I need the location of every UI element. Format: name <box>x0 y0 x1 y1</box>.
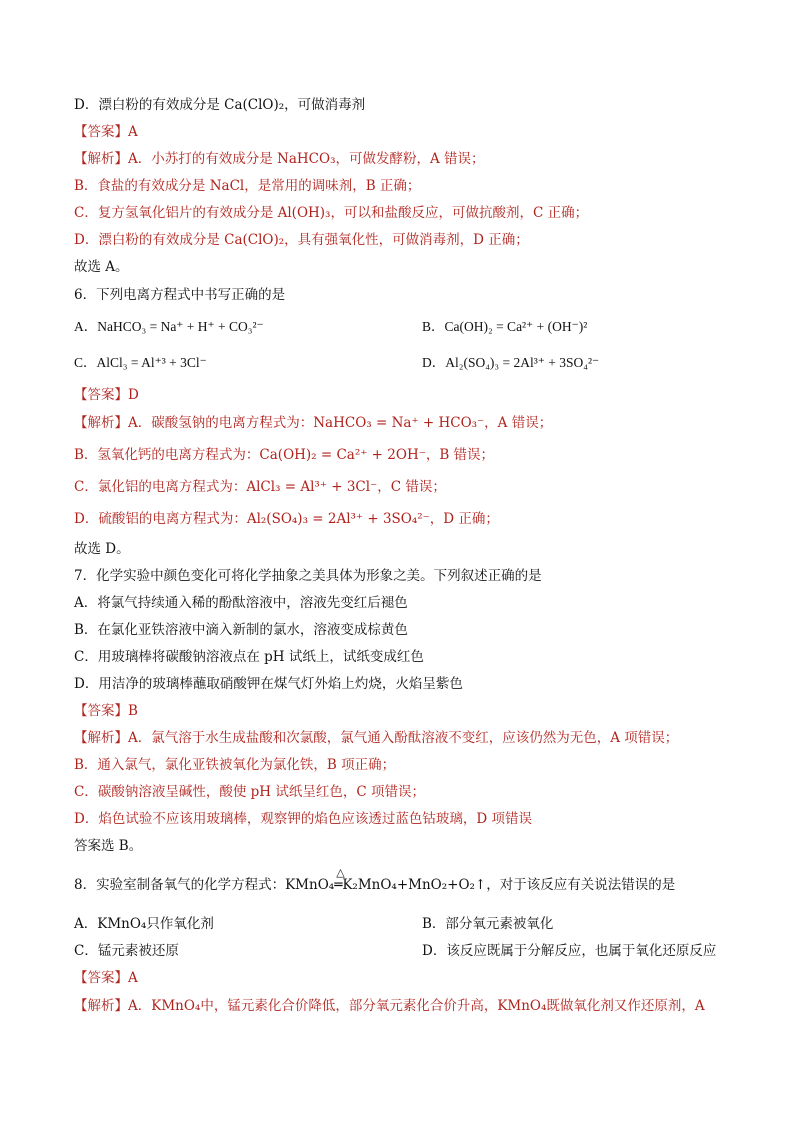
q5-conclusion: 故选 A。 <box>74 259 129 275</box>
q5-analysis-line <box>74 150 754 168</box>
q6-analysis-line <box>74 414 754 432</box>
answer-value: D <box>128 387 139 403</box>
q8-heat-arrow: △ ═ <box>334 866 345 893</box>
answer-label: 【答案】 <box>74 703 128 719</box>
answer-label: 【答案】 <box>74 970 128 986</box>
q6-analysis-line: C．氯化铝的电离方程式为：AlCl₃ = Al³⁺ + 3Cl⁻，C 错误； <box>74 479 446 495</box>
q5-answer <box>74 123 754 141</box>
q7-analysis-line: C．碳酸钠溶液呈碱性，酸使 pH 试纸呈红色，C 项错误； <box>74 784 425 800</box>
analysis-label: 【解析】 <box>74 998 128 1014</box>
heat-symbol: △ <box>336 866 345 879</box>
q8-equation-right: K₂MnO₄+MnO₂+O₂↑ <box>342 877 487 893</box>
q6-analysis-line: B．氢氧化钙的电离方程式为：Ca(OH)₂ = Ca²⁺ + 2OH⁻，B 错误； <box>74 447 495 463</box>
q6-option-b: B．Ca(OH)₂ = Ca²⁺ + (OH⁻)² <box>422 319 588 334</box>
q8-answer <box>74 969 754 987</box>
q5-option-d: D．漂白粉的有效成分是 Ca(ClO)₂，可做消毒剂 <box>74 97 366 113</box>
q8-stem <box>74 866 754 894</box>
q6-option-row <box>74 318 754 336</box>
q8-equation-left: KMnO₄ <box>285 877 335 893</box>
q7-stem: 7．化学实验中颜色变化可将化学抽象之美具体为形象之美。下列叙述正确的是 <box>74 568 542 584</box>
q7-analysis-line: B．通入氯气，氯化亚铁被氧化为氯化铁，B 项正确； <box>74 757 396 773</box>
q5-analysis-line: D．漂白粉的有效成分是 Ca(ClO)₂，具有强氧化性，可做消毒剂，D 正确； <box>74 232 529 248</box>
q7-analysis-line: D．焰色试验不应该用玻璃棒，观察钾的焰色应该透过蓝色钴玻璃，D 项错误 <box>74 811 532 827</box>
q8-option-c: C．锰元素被还原 <box>74 943 179 959</box>
q6-answer <box>74 386 754 404</box>
analysis-text: A．小苏打的有效成分是 NaHCO₃，可做发酵粉，A 错误； <box>128 151 485 167</box>
q7-option-d: D．用洁净的玻璃棒蘸取硝酸钾在煤气灯外焰上灼烧，火焰呈紫色 <box>74 676 463 692</box>
q8-option-d: D．该反应既属于分解反应，也属于氧化还原反应 <box>422 943 717 959</box>
q5-analysis-line: B．食盐的有效成分是 NaCl，是常用的调味剂，B 正确； <box>74 178 421 194</box>
q6-option-a: A．NaHCO₃ = Na⁺ + H⁺ + CO₃²⁻ <box>74 319 264 334</box>
q6-option-d: D．Al₂(SO₄)₃ = 2Al³⁺ + 3SO₄²⁻ <box>422 355 600 370</box>
q8-option-b: B．部分氧元素被氧化 <box>422 916 554 932</box>
q5-analysis-line: C．复方氢氧化铝片的有效成分是 Al(OH)₃，可以和盐酸反应，可做抗酸剂，C 正确； <box>74 205 589 221</box>
q7-option-b: B．在氯化亚铁溶液中滴入新制的氯水，溶液变成棕黄色 <box>74 622 408 638</box>
analysis-text: A．氯气溶于水生成盐酸和次氯酸，氯气通入酚酞溶液不变红，应该仍然为无色，A 项错误； <box>128 730 679 746</box>
q6-option-row <box>74 354 754 372</box>
answer-value: B <box>128 703 138 719</box>
analysis-label: 【解析】 <box>74 415 128 431</box>
q8-option-row <box>74 942 754 960</box>
q8-option-a: A．KMnO₄只作氧化剂 <box>74 916 214 932</box>
q7-option-a: A．将氯气持续通入稀的酚酞溶液中，溶液先变红后褪色 <box>74 595 408 611</box>
analysis-text: A．碳酸氢钠的电离方程式为：NaHCO₃ = Na⁺ + HCO₃⁻，A 错误； <box>128 415 553 431</box>
q6-analysis-line: D．硫酸铝的电离方程式为：Al₂(SO₄)₃ = 2Al³⁺ + 3SO₄²⁻，D 正确； <box>74 511 499 527</box>
analysis-label: 【解析】 <box>74 151 128 167</box>
answer-value: A <box>128 970 138 986</box>
answer-value: A <box>128 124 138 140</box>
q6-conclusion: 故选 D。 <box>74 541 130 557</box>
analysis-label: 【解析】 <box>74 730 128 746</box>
q7-answer <box>74 702 754 720</box>
q7-conclusion: 答案选 B。 <box>74 838 143 854</box>
q6-stem: 6．下列电离方程式中书写正确的是 <box>74 287 286 303</box>
q8-analysis-line <box>74 997 754 1015</box>
analysis-text: A．KMnO₄中，锰元素化合价降低，部分氧元素化合价升高，KMnO₄既做氧化剂又作还原剂，A <box>128 998 705 1014</box>
q6-option-c: C．AlCl₃ = Al⁺³ + 3Cl⁻ <box>74 355 207 370</box>
q8-stem-suffix: ，对于该反应有关说法错误的是 <box>486 877 676 893</box>
q7-option-c: C．用玻璃棒将碳酸钠溶液点在 pH 试纸上，试纸变成红色 <box>74 649 424 665</box>
q8-stem-prefix: 8．实验室制备氧气的化学方程式： <box>74 877 286 893</box>
answer-label: 【答案】 <box>74 387 128 403</box>
q7-analysis-line <box>74 729 754 747</box>
answer-label: 【答案】 <box>74 124 128 140</box>
q8-option-row <box>74 915 754 933</box>
